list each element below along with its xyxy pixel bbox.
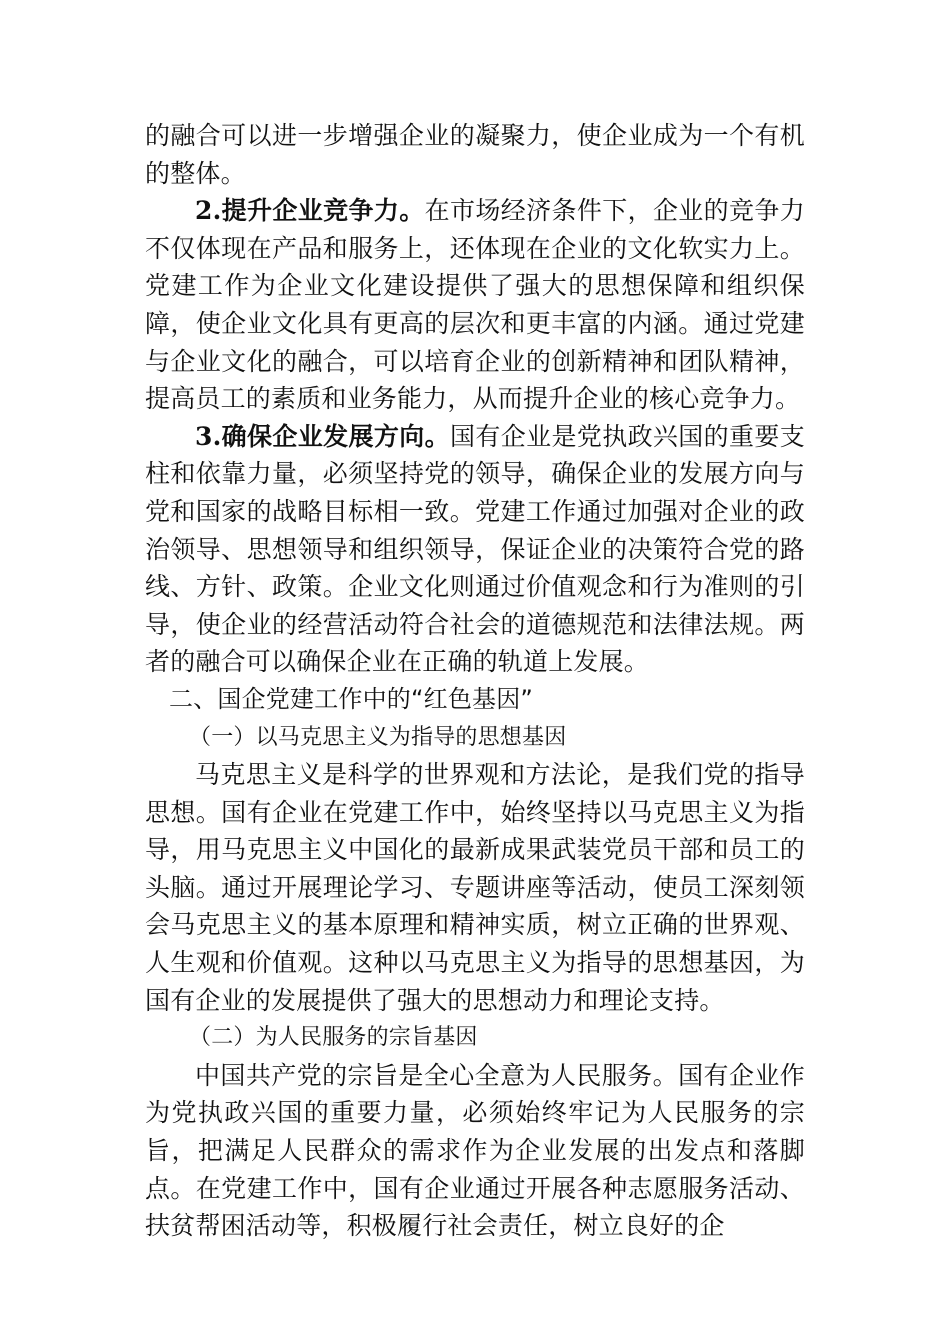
lead-direction: 3.确保企业发展方向。 bbox=[195, 421, 450, 451]
body-competitiveness: 在市场经济条件下，企业的竞争力不仅体现在产品和服务上，还体现在企业的文化软实力上。党建工作为企业文化建设提供了强大的思想保障和组织保障，使企业文化具有更高的层次和更丰富的内涵。通过党建与企业文化的融合，可以培育企业的创新精神和团队精神，提高员工的素质和业务能力，从而提升企业的核心竞争力。 bbox=[145, 196, 805, 414]
paragraph-direction bbox=[145, 418, 805, 681]
paragraph-marxism: 马克思主义是科学的世界观和方法论，是我们党的指导思想。国有企业在党建工作中，始终坚持以马克思主义为指导，用马克思主义中国化的最新成果武装党员干部和员工的头脑。通过开展理论学习、专题讲座等活动，使员工深刻领会马克思主义的基本原理和精神实质，树立正确的世界观、人生观和价值观。这种以马克思主义为指导的思想基因，为国有企业的发展提供了强大的思想动力和理论支持。 bbox=[145, 760, 805, 1015]
lead-competitiveness: 2.提升企业竞争力。 bbox=[195, 196, 425, 226]
subsection-heading-marxism: （一）以马克思主义为指导的思想基因 bbox=[189, 724, 567, 750]
paragraph-cohesion-end: 的融合可以进一步增强企业的凝聚力，使企业成为一个有机的整体。 bbox=[145, 121, 805, 188]
body-direction: 国有企业是党执政兴国的重要支柱和依靠力量，必须坚持党的领导，确保企业的发展方向与党和国家的战略目标相一致。党建工作通过加强对企业的政治领导、思想领导和组织领导，保证企业的决策符合党的路线、方针、政策。企业文化则通过价值观念和行为准则的引导，使企业的经营活动符合社会的道德规范和法律法规。两者的融合可以确保企业在正确的轨道上发展。 bbox=[145, 421, 805, 677]
paragraph-competitiveness bbox=[145, 192, 805, 418]
subsection-heading-serve-people: （二）为人民服务的宗旨基因 bbox=[189, 1025, 478, 1051]
section-heading-red-gene: 二、国企党建工作中的“红色基因” bbox=[169, 684, 534, 713]
document-page bbox=[145, 117, 805, 1245]
paragraph-serve-people: 中国共产党的宗旨是全心全意为人民服务。国有企业作为党执政兴国的重要力量，必须始终牢记为人民服务的宗旨，把满足人民群众的需求作为企业发展的出发点和落脚点。在党建工作中，国有企业通过开展各种志愿服务活动、扶贫帮困活动等，积极履行社会责任，树立良好的企 bbox=[145, 1060, 805, 1241]
